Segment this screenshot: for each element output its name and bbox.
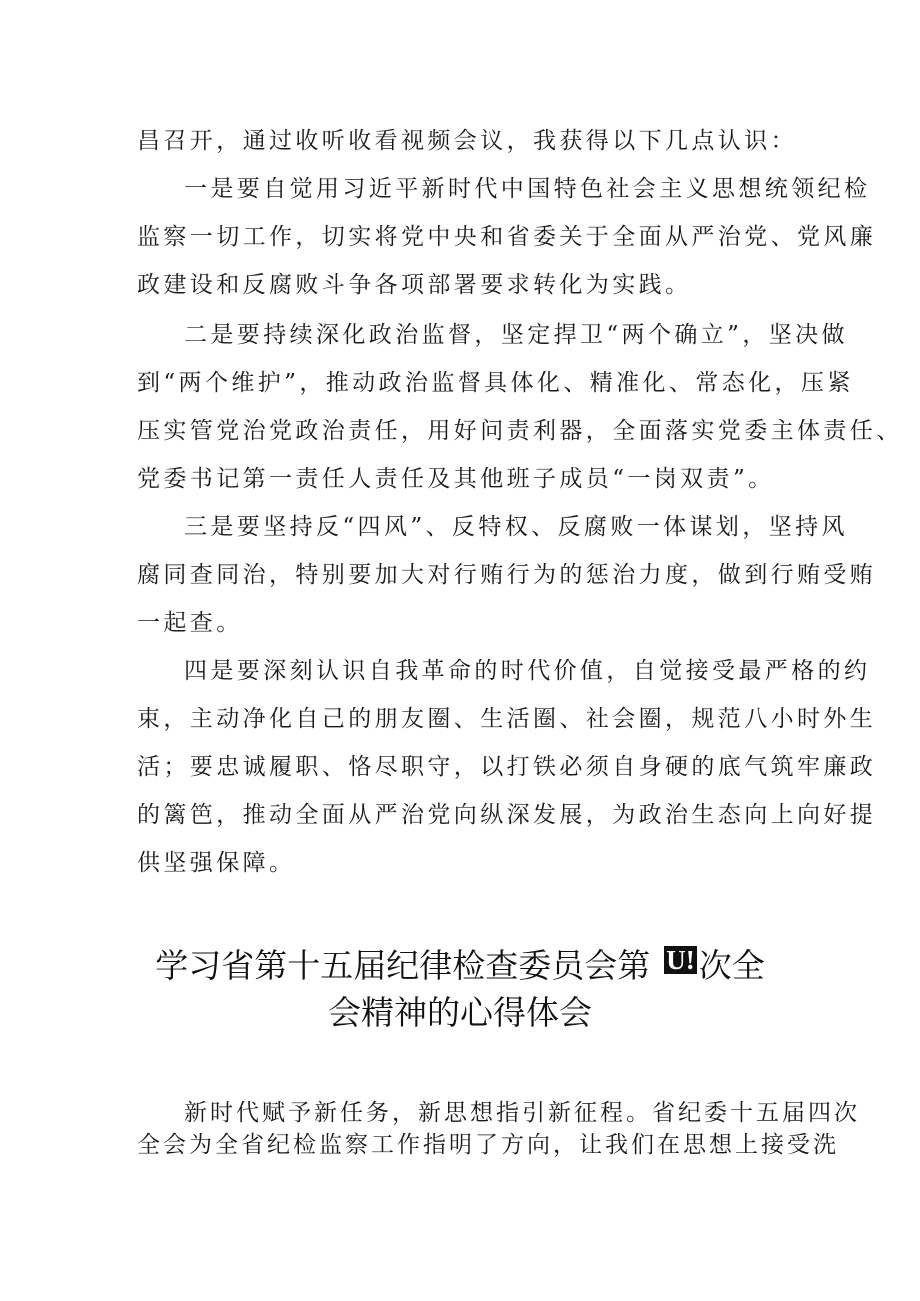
article-title-line1: [0, 946, 920, 986]
title-suffix: 次全: [698, 946, 765, 985]
paragraph-line: 一起查。: [137, 610, 243, 636]
paragraph-line: 新时代赋予新任务，新思想指引新征程。省纪委十五届四次: [184, 1100, 860, 1126]
paragraph-line: 监察一切工作，切实将党中央和省委关于全面从严治党、党风廉: [137, 224, 877, 250]
paragraph-line: 束，主动净化自己的朋友圈、生活圈、社会圈，规范八小时外生: [137, 706, 877, 732]
paragraph-line: 政建设和反腐败斗争各项部署要求转化为实践。: [137, 272, 692, 298]
paragraph-line: 压实管党治党政治责任，用好问责利器，全面落实党委主体责任、: [137, 418, 903, 444]
garbled-glyph-mark: U!: [666, 945, 695, 975]
paragraph-line: 三是要坚持反“四风”、反特权、反腐败一体谋划，坚持风: [184, 514, 848, 540]
paragraph-line: 昌召开，通过收听收看视频会议，我获得以下几点认识：: [137, 128, 797, 154]
title-prefix: 学习省第十五届纪律检查委员会第: [155, 946, 651, 985]
paragraph-line: 供坚强保障。: [137, 850, 296, 876]
paragraph-line: 一是要自觉用习近平新时代中国特色社会主义思想统领纪检: [184, 176, 871, 202]
paragraph-line: 活；要忠诚履职、恪尽职守，以打铁必须自身硬的底气筑牢廉政: [137, 754, 877, 780]
paragraph-line: 腐同查同治，特别要加大对行贿行为的惩治力度，做到行贿受贿: [137, 562, 877, 588]
article-title-line2: 会精神的心得体会: [328, 993, 592, 1032]
paragraph-line: 四是要深刻认识自我革命的时代价值，自觉接受最严格的约: [184, 658, 871, 684]
paragraph-line: 党委书记第一责任人责任及其他班子成员“一岗双责”。: [137, 466, 775, 492]
paragraph-line: 二是要持续深化政治监督，坚定捍卫“两个确立”，坚决做: [184, 322, 848, 348]
paragraph-line: 到“两个维护”，推动政治监督具体化、精准化、常态化，压紧: [137, 370, 854, 396]
paragraph-line: 全会为全省纪检监察工作指明了方向，让我们在思想上接受洗: [137, 1132, 839, 1158]
paragraph-line: 的篱笆，推动全面从严治党向纵深发展，为政治生态向上向好提: [137, 802, 877, 828]
